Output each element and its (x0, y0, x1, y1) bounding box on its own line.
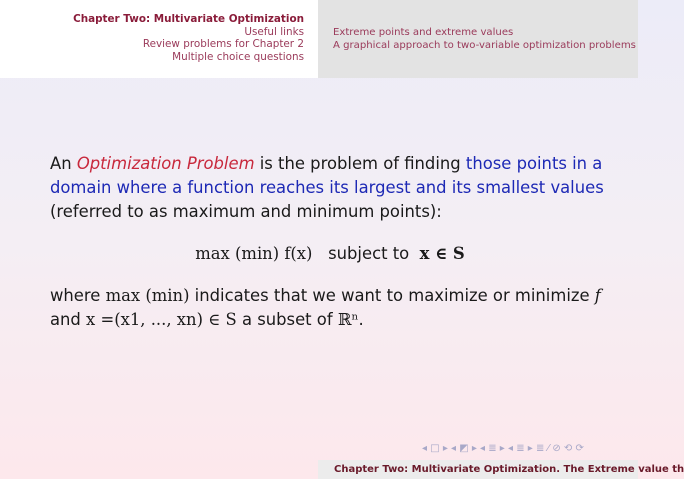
optimization-problem-term: Optimization Problem (76, 154, 255, 173)
subsection-link-graphical-approach[interactable]: A graphical approach to two-variable optimization problems (333, 39, 636, 51)
beamer-header (0, 0, 638, 78)
equation-constraint: x ∈ S (419, 244, 465, 263)
text-an: An (50, 154, 77, 173)
text-period: . (358, 310, 364, 329)
text-and: and (50, 310, 87, 329)
math-x-vector: x =(x1, ..., xn) ∈ S (86, 310, 237, 329)
header-navigation-left (0, 0, 318, 78)
text-where: where (50, 286, 106, 305)
slide-content (50, 152, 610, 332)
text-indicates: indicates that we want to maximize or minimize (189, 286, 595, 305)
explanation-paragraph (50, 284, 610, 332)
math-max-min: max (min) (105, 286, 190, 305)
footer-title-bar: Chapter Two: Multivariate Optimization. The Extreme value th (318, 460, 638, 479)
equation-objective: max (min) f(x) (195, 244, 313, 263)
header-navigation-right (318, 0, 638, 78)
equation-subject-to: subject to (328, 244, 410, 263)
math-rn: ℝⁿ (337, 310, 359, 329)
text-subset: a subset of (236, 310, 338, 329)
beamer-navigation-symbols[interactable]: ◂ □ ▸ ◂ ◩ ▸ ◂ ≣ ▸ ◂ ≣ ▸ ≣ ⁄ ⊘ ⟲ ⟳ (422, 443, 584, 454)
definition-paragraph (50, 152, 610, 224)
subsection-link-extreme-points[interactable]: Extreme points and extreme values (333, 27, 514, 38)
text-referred: (referred to as maximum and minimum points): (50, 202, 442, 221)
section-link-review-problems[interactable]: Review problems for Chapter 2 (142, 38, 304, 51)
text-is-problem: is the problem of finding (254, 154, 466, 173)
section-link-useful-links[interactable]: Useful links (244, 25, 304, 38)
optimization-equation (50, 242, 610, 266)
chapter-title-link[interactable]: Chapter Two: Multivariate Optimization (73, 13, 304, 25)
section-link-multiple-choice[interactable]: Multiple choice questions (172, 50, 304, 63)
math-f: f (594, 286, 601, 305)
highlighted-definition: those points in a domain where a function reaches its largest and its smallest values (50, 154, 604, 197)
